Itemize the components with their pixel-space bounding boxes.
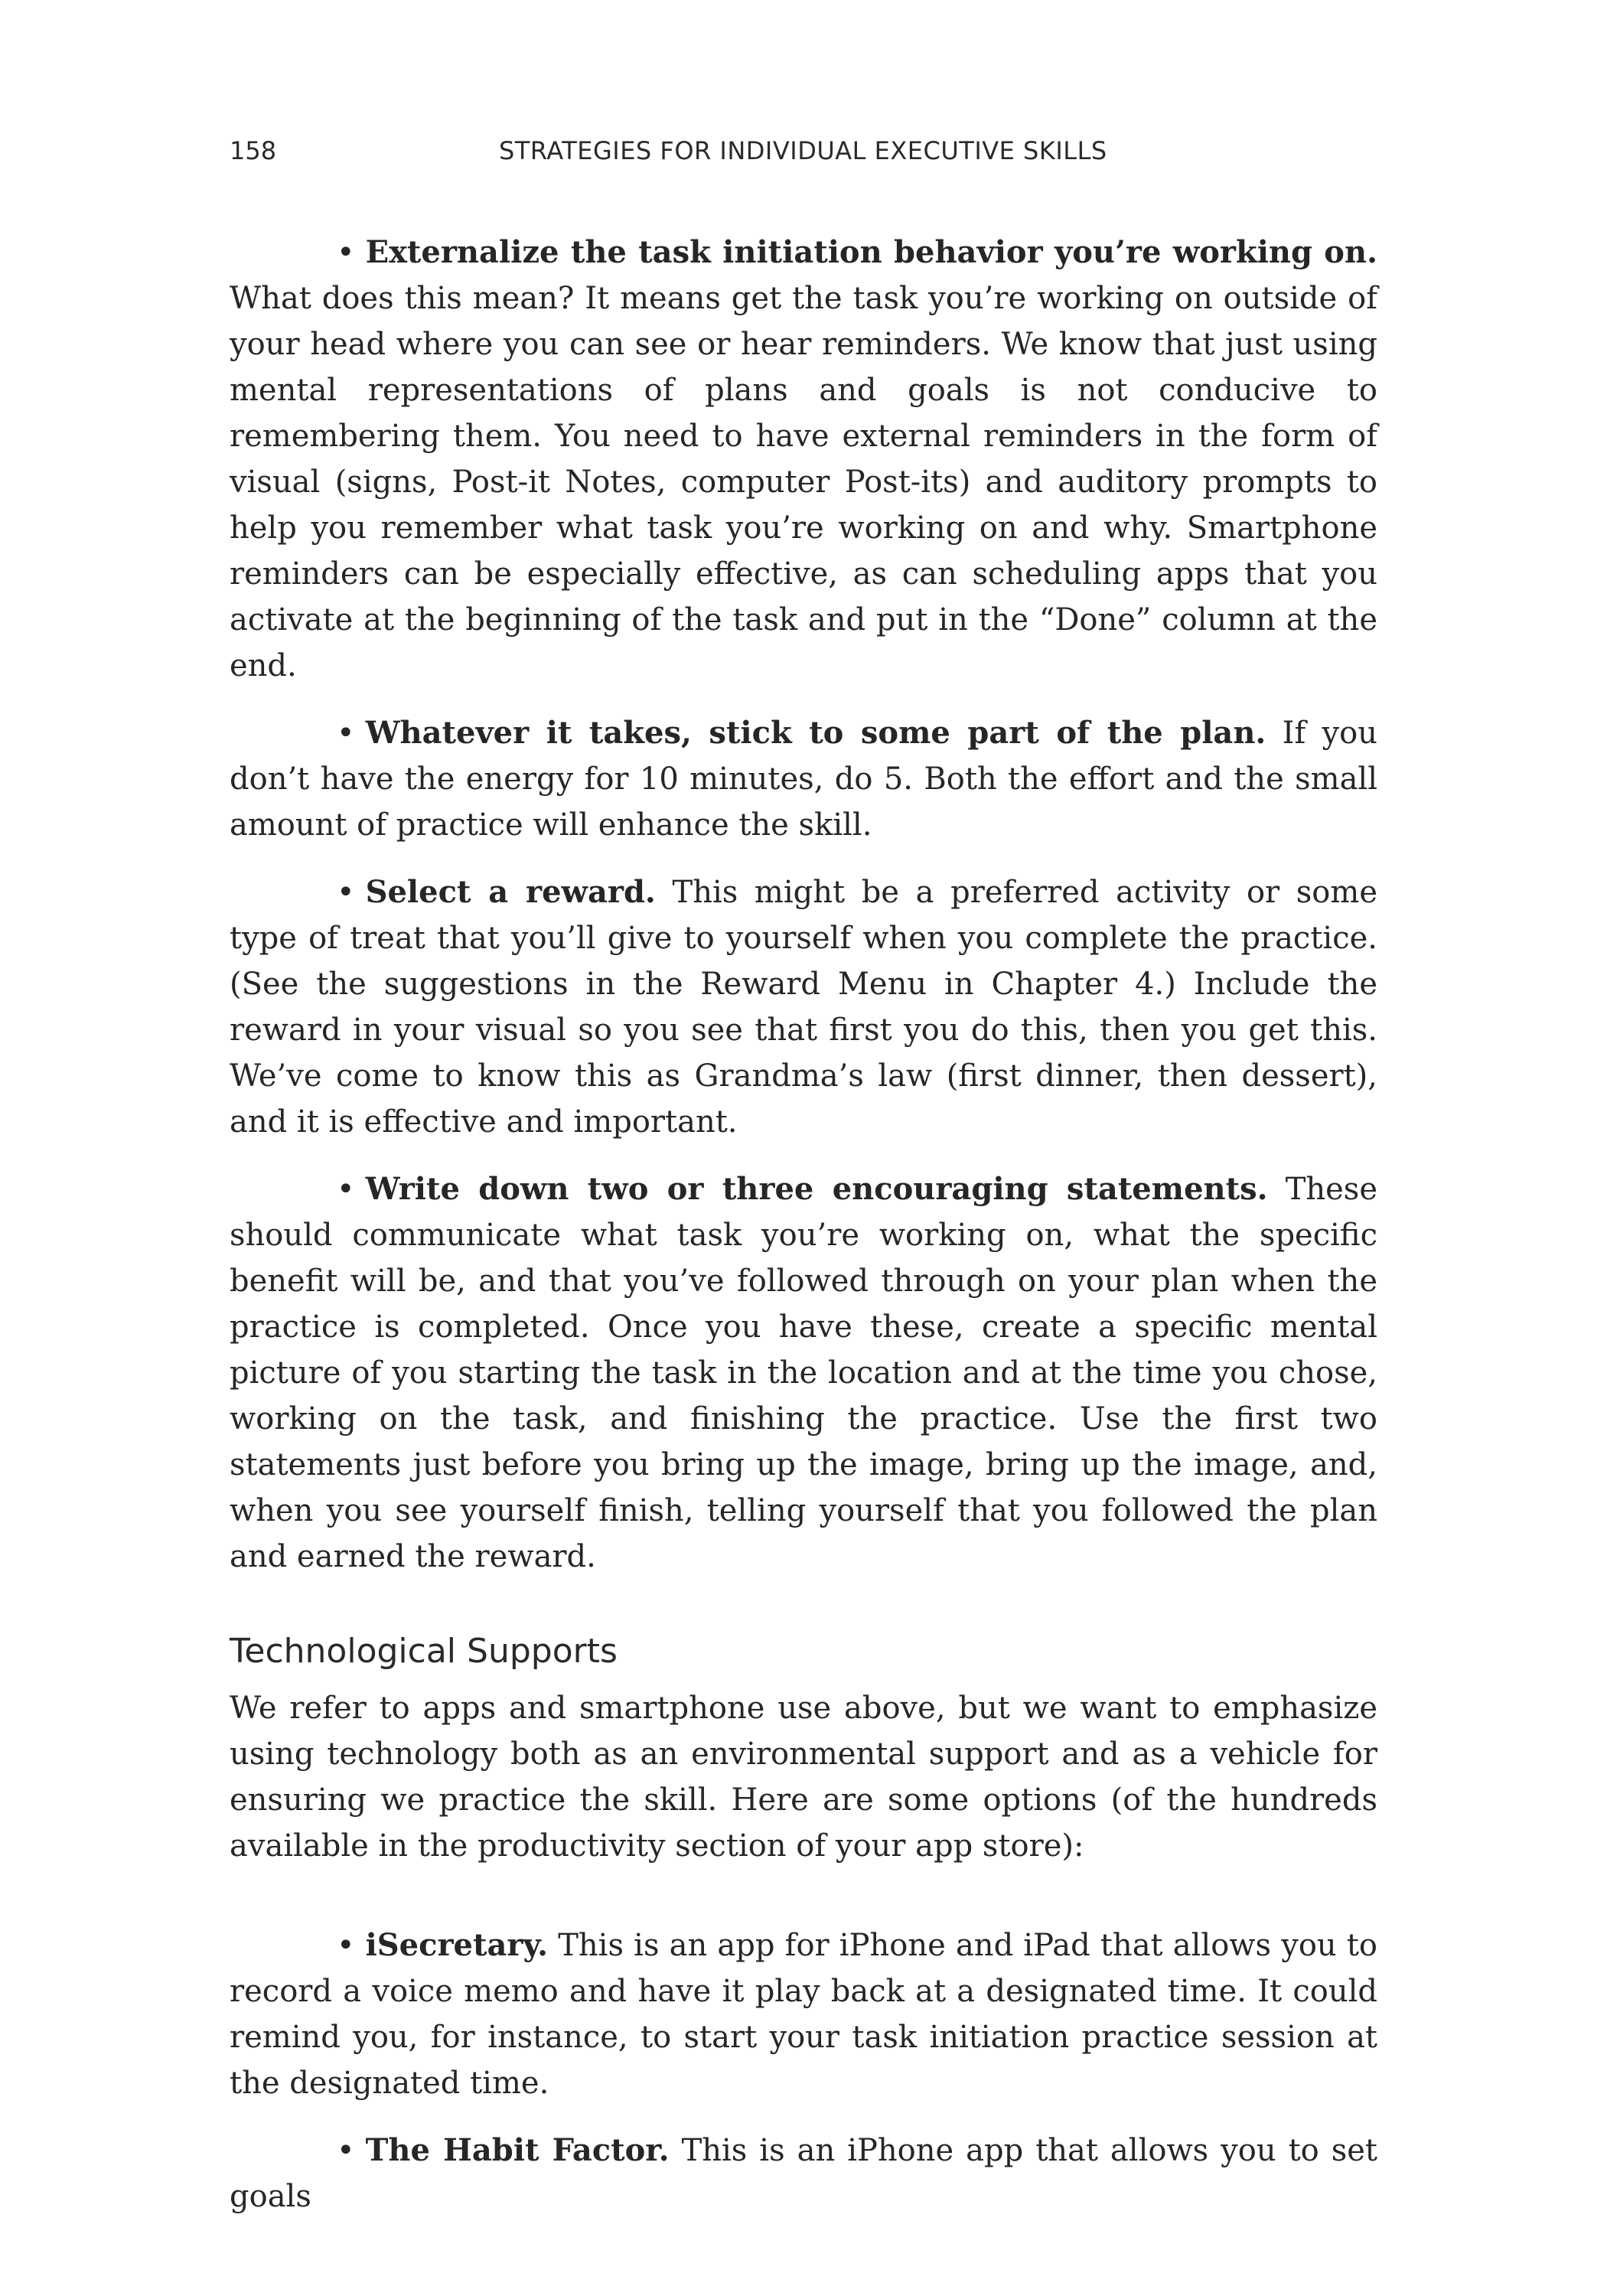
bullet-lead: iSecretary. — [365, 1927, 549, 1963]
bullet-dot: • — [337, 875, 355, 910]
bullet-paragraph — [230, 710, 1377, 848]
bullet-lead: Select a reward. — [365, 874, 656, 910]
bullet-dot: • — [337, 716, 355, 751]
bullet-paragraph — [230, 2128, 1377, 2219]
section-heading: Technological Supports — [230, 1632, 618, 1671]
bullet-paragraph — [230, 1166, 1377, 1580]
bullet-dot: • — [337, 1928, 355, 1963]
page-content — [230, 230, 1377, 2241]
bullet-text: This might be a preferred activity or some type of treat that you’ll give to yourself when you complete the practice. (See the suggestions in the Reward Menu in Chapter 4.) Include the reward in your visual so you see that first you do this, then you get this. We’ve come to know this as Grandma’s law (first dinner, then dessert), and it is effective and important. — [230, 875, 1377, 1140]
page-number: 158 — [230, 136, 277, 165]
bullet-lead: Externalize the task initiation behavior you’re working on. — [365, 234, 1377, 270]
book-page — [230, 0, 1377, 2296]
bullet-paragraph — [230, 230, 1377, 689]
bullet-dot: • — [337, 235, 355, 270]
bullet-text: This is an iPhone app that allows you to set goals — [230, 2133, 1378, 2214]
bullet-dot: • — [337, 1172, 355, 1207]
bullet-dot: • — [337, 2133, 355, 2168]
bullet-text: These should communicate what task you’re working on, what the specific benefit will be, and that you’ve followed through on your plan when the practice is completed. Once you have these, create a specific mental picture of you starting the task in the location and at the time you chose, working on the task, and finishing the practice. Use the first two statements just before you bring up the image, bring up the image, and, when you see yourself finish, telling yourself that you followed the plan and earned the reward. — [230, 1172, 1378, 1574]
bullet-paragraph — [230, 869, 1377, 1145]
bullet-paragraph — [230, 1923, 1377, 2106]
bullet-text: What does this mean? It means get the task you’re working on outside of your head where you can see or hear reminders. We know that just using mental representations of plans and goals is not conducive to remembering them. You need to have external reminders in the form of visual (signs, Post-it Notes, computer Post-its) and auditory prompts to help you remember what task you’re working on and why. Smartphone reminders can be especially effective, as can scheduling apps that you activate at the beginning of the task and put in the “Done” column at the end. — [230, 281, 1377, 683]
bullet-text: If you don’t have the energy for 10 minutes, do 5. Both the effort and the small amount of practice will enhance the skill. — [230, 716, 1377, 843]
running-title: STRATEGIES FOR INDIVIDUAL EXECUTIVE SKILLS — [499, 136, 1107, 165]
bullet-lead: The Habit Factor. — [365, 2132, 670, 2168]
bullet-lead: Write down two or three encouraging statements. — [365, 1171, 1268, 1207]
section-intro: We refer to apps and smartphone use above, but we want to emphasize using technology both as an environmental support and as a vehicle for ensuring we practice the skill. Here are some options (of the hundreds available in the productivity section of your app store): — [230, 1691, 1377, 1864]
bullet-lead: Whatever it takes, stick to some part of the plan. — [365, 715, 1266, 751]
running-head — [230, 136, 1377, 174]
bullet-text: This is an app for iPhone and iPad that allows you to record a voice memo and have it play back at a designated time. It could remind you, for instance, to start your task initiation practice session at the designated time. — [230, 1928, 1377, 2101]
